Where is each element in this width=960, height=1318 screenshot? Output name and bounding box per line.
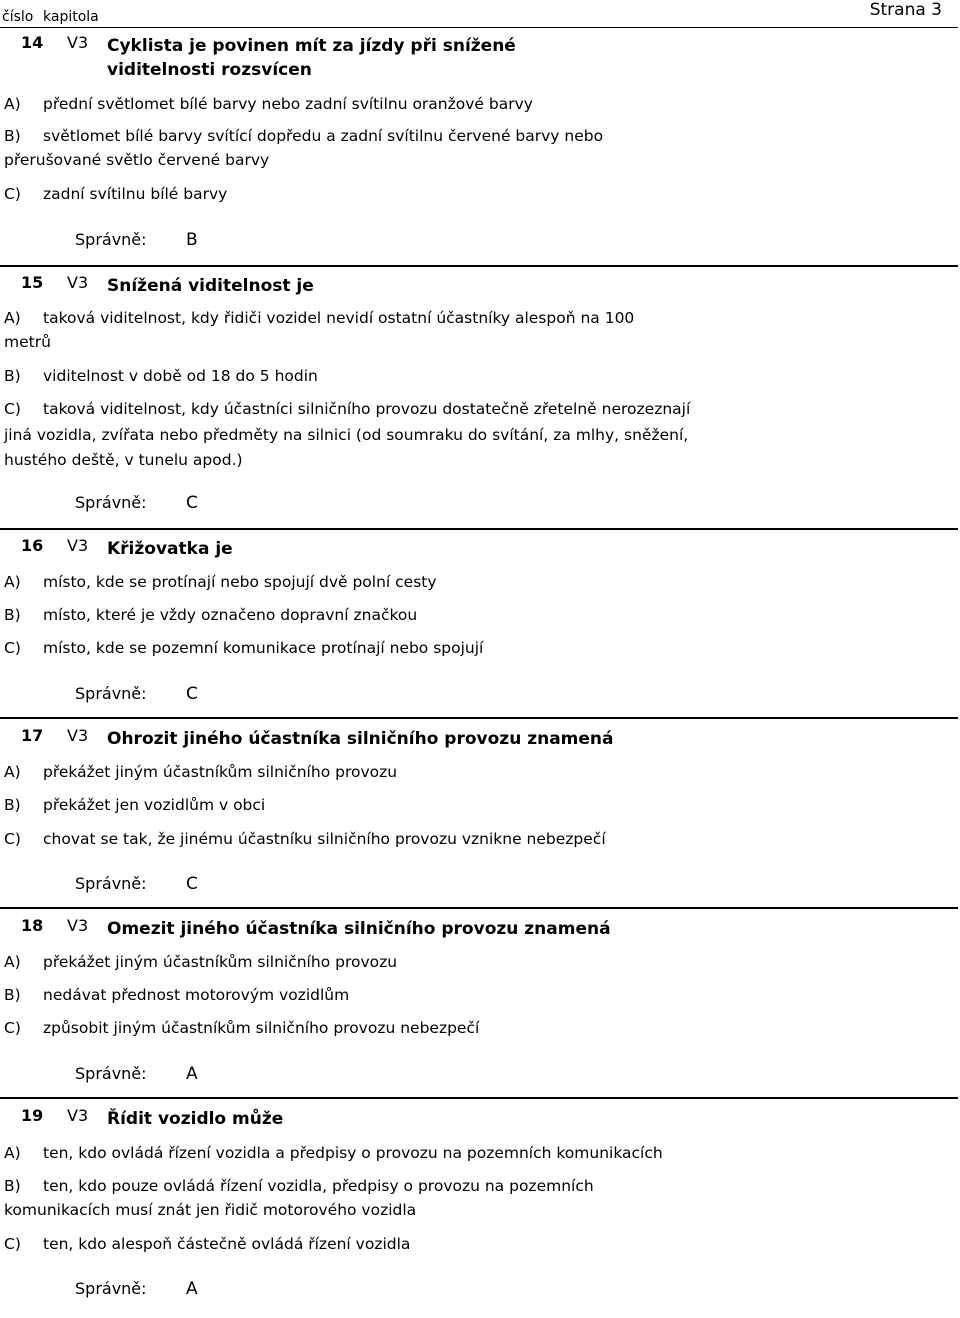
option-label: B) (4, 1177, 21, 1195)
option-label: C) (4, 639, 21, 657)
option-label: C) (4, 830, 21, 848)
question-number: 15 (21, 273, 44, 292)
correct-answer: A (186, 1064, 198, 1084)
question-number: 16 (21, 536, 44, 555)
option-a (4, 1140, 704, 1167)
header-divider (0, 27, 958, 28)
correct-label: Správně: (75, 874, 147, 893)
option-b (4, 1174, 644, 1222)
option-text: překážet jiným účastníkům silničního provozu (43, 763, 398, 781)
option-label: A) (4, 953, 21, 971)
option-label: B) (4, 127, 21, 145)
option-label: B) (4, 606, 21, 624)
question-divider (0, 717, 958, 719)
question-tag: V3 (67, 33, 89, 52)
question-title: Cyklista je povinen mít za jízdy při snížené viditelnosti rozsvícen (107, 36, 516, 80)
option-label: C) (4, 1235, 21, 1253)
question-tag: V3 (67, 536, 89, 555)
option-text: taková viditelnost, kdy účastníci silničního provozu dostatečně zřetelně nerozeznají jiná vozidla, zvířata nebo předměty na silnici (od soumraku do svítání, za mlhy, sněžení, hustého deště, v tunelu apod.) (4, 400, 691, 469)
option-c (4, 1231, 704, 1258)
option-a (4, 949, 704, 976)
question-title: Snížená viditelnost je (107, 276, 314, 296)
question-tag: V3 (67, 726, 89, 745)
question-tag: V3 (67, 1106, 89, 1125)
option-b (4, 982, 704, 1009)
question-tag: V3 (67, 916, 89, 935)
option-text: viditelnost v době od 18 do 5 hodin (43, 367, 318, 385)
question-number: 14 (21, 33, 44, 52)
page-header (0, 0, 960, 28)
option-b (4, 602, 704, 629)
correct-answer: C (186, 493, 198, 513)
option-c (4, 181, 704, 208)
option-text: překážet jen vozidlům v obci (43, 796, 266, 814)
option-label: C) (4, 185, 21, 203)
option-c (4, 635, 704, 662)
correct-answer: C (186, 874, 198, 894)
option-label: C) (4, 1019, 21, 1037)
question-divider (0, 1097, 958, 1099)
option-label: A) (4, 763, 21, 781)
option-text: světlomet bílé barvy svítící dopředu a zadní svítilnu červené barvy nebo přerušované světlo červené barvy (4, 127, 604, 169)
option-c (4, 826, 704, 853)
option-a (4, 91, 704, 118)
option-a (4, 759, 704, 786)
option-text: taková viditelnost, kdy řidiči vozidel nevidí ostatní účastníky alespoň na 100 metrů (4, 309, 635, 351)
question-number: 18 (21, 916, 44, 935)
option-text: chovat se tak, že jinému účastníku silničního provozu vznikne nebezpečí (43, 830, 606, 848)
question-title: Řídit vozidlo může (107, 1109, 284, 1129)
option-a (4, 306, 664, 354)
option-label: A) (4, 95, 21, 113)
option-text: přední světlomet bílé barvy nebo zadní svítilnu oranžové barvy (43, 95, 533, 113)
correct-label: Správně: (75, 684, 147, 703)
column-number-label: číslo (2, 9, 34, 25)
question-number: 17 (21, 726, 44, 745)
option-text: ten, kdo pouze ovládá řízení vozidla, předpisy o provozu na pozemních komunikacích musí znát jen řidič motorového vozidla (4, 1177, 594, 1219)
option-label: A) (4, 309, 21, 327)
option-a (4, 569, 704, 596)
correct-label: Správně: (75, 230, 147, 249)
option-label: A) (4, 1144, 21, 1162)
question-title: Křižovatka je (107, 539, 233, 559)
option-label: B) (4, 986, 21, 1004)
question-divider (0, 265, 958, 267)
question-number: 19 (21, 1106, 44, 1125)
option-text: nedávat přednost motorovým vozidlům (43, 986, 350, 1004)
option-text: ten, kdo alespoň částečně ovládá řízení vozidla (43, 1235, 411, 1253)
option-text: místo, které je vždy označeno dopravní značkou (43, 606, 418, 624)
option-b (4, 363, 704, 390)
option-b (4, 124, 644, 172)
correct-label: Správně: (75, 1064, 147, 1083)
correct-label: Správně: (75, 1279, 147, 1298)
option-c (4, 397, 694, 474)
correct-answer: A (186, 1279, 198, 1299)
page-number: Strana 3 (869, 0, 942, 20)
correct-answer: B (186, 230, 198, 250)
question-title: Ohrozit jiného účastníka silničního provozu znamená (107, 729, 614, 749)
option-label: C) (4, 400, 21, 418)
option-text: způsobit jiným účastníkům silničního provozu nebezpečí (43, 1019, 480, 1037)
option-text: místo, kde se protínají nebo spojují dvě polní cesty (43, 573, 437, 591)
question-title: Omezit jiného účastníka silničního provozu znamená (107, 919, 611, 939)
option-text: zadní svítilnu bílé barvy (43, 185, 228, 203)
option-text: místo, kde se pozemní komunikace protínají nebo spojují (43, 639, 484, 657)
option-text: překážet jiným účastníkům silničního provozu (43, 953, 398, 971)
column-chapter-label: kapitola (43, 9, 99, 25)
option-text: ten, kdo ovládá řízení vozidla a předpisy o provozu na pozemních komunikacích (43, 1144, 663, 1162)
question-tag: V3 (67, 273, 89, 292)
option-b (4, 792, 704, 819)
option-label: B) (4, 367, 21, 385)
question-divider (0, 907, 958, 909)
correct-answer: C (186, 684, 198, 704)
question-divider (0, 528, 958, 530)
correct-label: Správně: (75, 493, 147, 512)
option-label: A) (4, 573, 21, 591)
option-label: B) (4, 796, 21, 814)
option-c (4, 1015, 704, 1042)
